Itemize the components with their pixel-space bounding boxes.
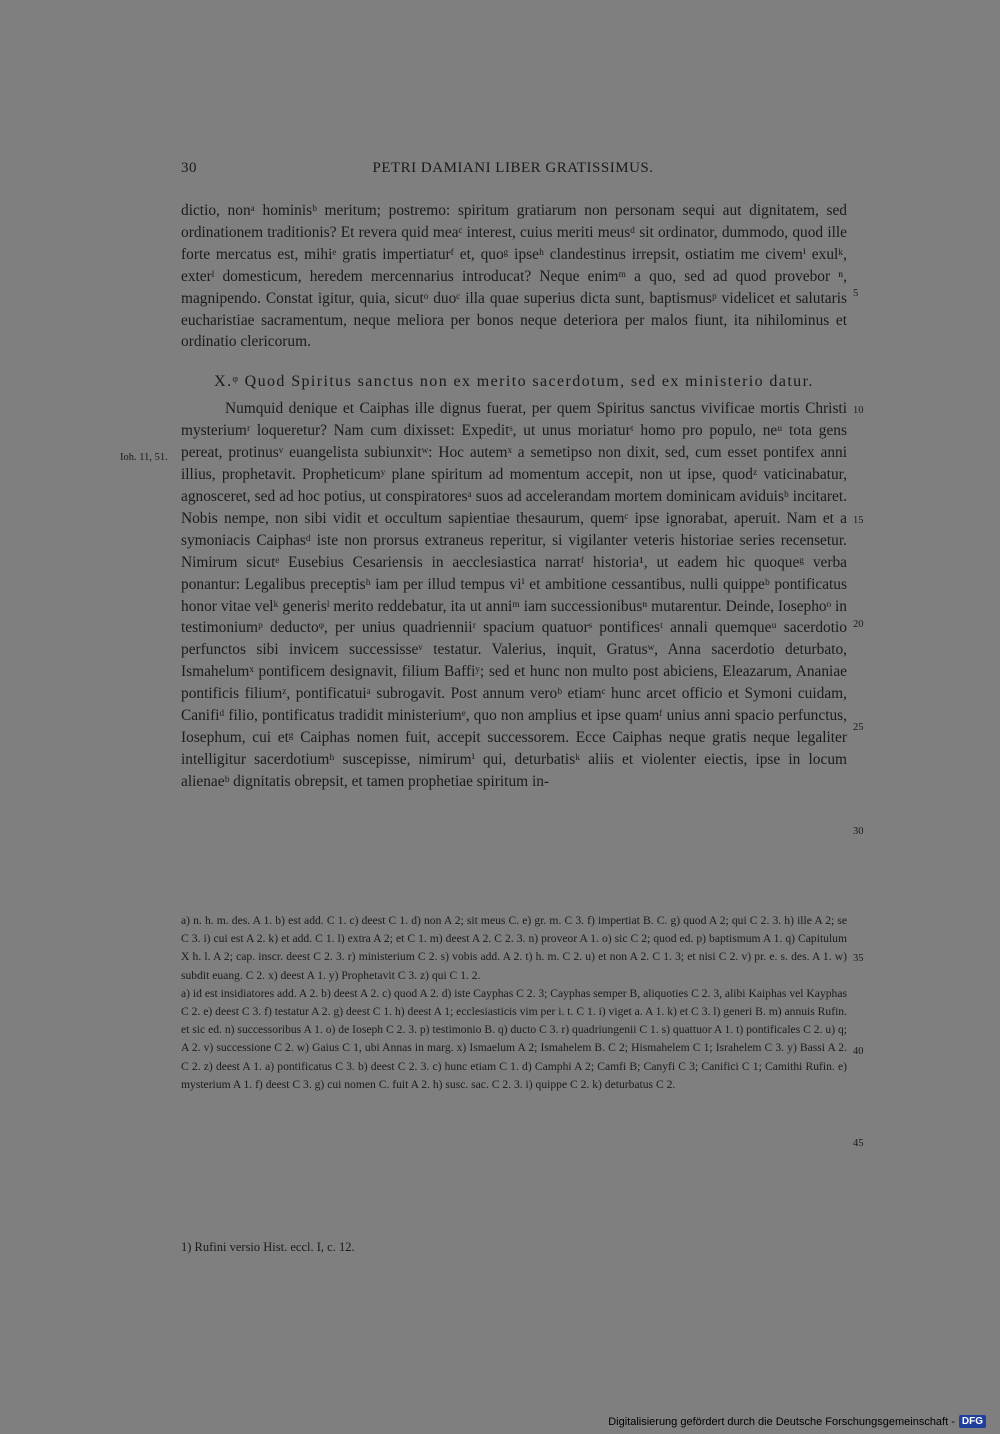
running-header	[181, 160, 845, 182]
page-number: 30	[181, 160, 197, 176]
line-number: 45	[853, 1138, 864, 1149]
footnote: 1) Rufini versio Hist. eccl. I, c. 12.	[181, 1240, 355, 1254]
line-number: 20	[853, 619, 864, 630]
critical-apparatus	[181, 912, 847, 1094]
main-text	[181, 200, 847, 793]
line-number: 15	[853, 515, 864, 526]
line-number: 25	[853, 722, 864, 733]
line-number: 10	[853, 405, 864, 416]
dfg-logo: DFG	[959, 1415, 986, 1428]
line-number: 30	[853, 826, 864, 837]
apparatus-block: a) id est insidiatores add. A 2. b) deest A 2. c) quod A 2. d) iste Cayphas C 2. 3; Cayphas semper B, aliquoties C 2. 3, alibi Kaiphas vel Kayphas C 2. e) deest C 3. f) testatur A 2. g) deest C 1. h) deest A 1; ecclesiasticis vim per i. t. C 1. i) viget a. A 1. k) et C 3. l) generi B. m) annuis Rufin. et sic ed. n) successoribus A 1. o) de Ioseph C 2. 3. p) testimonio B. q) ducto C 3. r) quadriungenii C 1. s) quattuor A 1. t) pontificales C 2. u) q; A 2. v) successione C 2. w) Gaius C 1, ubi Annas in marg. x) Ismaelum A 2; Ismahelem B. C 2; Hismahelem C 1; Israhelem C 3. y) Bassi A 2. C 2. z) deest A 1. a) pontificatus C 3. b) deest C 2. 3. c) hunc etiam C 1. d) Camphi A 2; Camfi B; Canyfi C 3; Canifici C 1; Camithi Rufin. e) mysterium A 1. f) deest C 3. g) cui nomen C. fuit A 2. h) susc. sac. C 2. 3. i) quippe C 2. k) deturbatus C 2.	[181, 986, 847, 1091]
paragraph-2: Numquid denique et Caiphas ille dignus fuerat, per quem Spiritus sanctus vivificae mortis Christi mysteriumʳ loqueretur? Nam cum dixisset: Expeditˢ, ut unus moriaturᵗ homo pro populo, neᵘ tota gens pereat, protinusᵛ euangelista subiunxitʷ: Hoc autemˣ a semetipso non dixit, sed, cum esset pontifex anni illius, prophetavit. Propheticumʸ plane spiritum ad momentum accepit, non ut ipse, quodᶻ vaticinabatur, agnosceret, sed ad hoc potius, ut conspiratoresᵃ suos ad accelerandam mortem dominicam aviduisᵇ incitaret. Nobis nempe, non sibi vidit et occultum sapientiae thesaurum, quemᶜ ipse ignorabat, aperuit. Nam et a symoniacis Caiphasᵈ iste non prorsus extraneus reperitur, si vigilanter veteris historiae series recensetur. Nimirum sicutᵉ Eusebius Cesariensis in aecclesiastica narratᶠ historia¹, ut eadem hic quoqueᵍ verba ponantur: Legalibus preceptisʰ iam per illud tempus viⁱ et ambitione cessantibus, nulli quippeᵇ pontificatus honor vitae velᵏ generisˡ merito reddebatur, ita ut anniᵐ iam successionibusⁿ mutarentur. Deinde, Iosephoᵒ in testimoniumᵖ deductoᵠ, per unius quadrienniiʳ spacium quatuorˢ pontificesᵗ annali quemqueᵘ sacerdotio perfunctos sibi invicem successisseᵛ testatur. Valerius, inquit, Gratusʷ, Anna sacerdotio deturbato, Ismahelumˣ pontificem designavit, filium Baffiʸ; sed et hunc non multo post abiciens, Eleazarum, Ananiae pontificis filiumᶻ, pontificatuiᵃ subrogavit. Post annum veroᵇ etiamᶜ hunc arcet officio et Symoni cuidam, Canifiᵈ filio, pontificatus tradidit ministeriumᵉ, quo non amplius et ipse quamᶠ unius anni spacio perfunctus, Iosephum, cui etᵍ Caiphas nomen fuit, accepit successorem. Ecce Caiphas neque gratis neque legaliter intelligitur sacerdotiumʰ suscepisse, nimirumⁱ qui, deturbatisᵏ aliis et violenter eiectis, ipse in locum alienaeᵇ dignitatis obrepsit, et tamen prophetiae spiritum in-	[181, 400, 847, 790]
digitization-credit	[608, 1415, 986, 1428]
line-number: 5	[853, 288, 859, 299]
chapter-heading: X.ᵠ Quod Spiritus sanctus non ex merito sacerdotum, sed ex ministerio datur.	[214, 373, 814, 391]
line-number: 40	[853, 1046, 864, 1057]
line-number: 35	[853, 953, 864, 964]
apparatus-block: a) n. h. m. des. A 1. b) est add. C 1. c) deest C 1. d) non A 2; sit meus C. e) gr. m. C 3. f) impertiat B. C. g) quod A 2; qui C 2. 3. h) ille A 2; se C 3. i) cui est A 2. k) et add. C 1. l) extra A 2; et C 1. m) deest A 2. C 2. 3. n) proveor A 1. o) sic C 2; quod ed. p) baptismum A 1. q) Capitulum X h. l. A 2; cap. inscr. deest C 2. 3. r) ministerium C 2. s) vobis add. A 2. t) h. m. C 2. u) et non A 2. C 1. 3; et nisi C 2. v) pr. e. s. des. A 1. w) subdit euang. C 2. x) deest A 1. y) Prophetavit C 3. z) qui C 1. 2.	[181, 914, 847, 982]
paragraph-1: dictio, nonᵃ hominisᵇ meritum; postremo: spiritum gratiarum non personam sequi aut dignitatem, sed ordinationem traditionis? Et revera quid meaᶜ interest, cuius meriti meusᵈ sit ordinator, dummodo, quod ille forte mercatus est, mihiᵉ gratis impertiaturᶠ et, quoᵍ ipseʰ clandestinus irrepsit, ostiatim me civemⁱ exulᵏ, exterˡ domesticum, heredem mercennarius introducat? Neque enimᵐ a quo, sed ad quod provebor ⁿ, magnipendo. Constat igitur, quia, sicutᵒ duoᶜ illa quae superius dicta sunt, baptismusᵖ videlicet et salutaris eucharistiae sacramentum, neque meliora per bonos neque deteriora per malos fiunt, ita nihilominus et ordinatio clericorum.	[181, 202, 847, 351]
credit-text: Digitalisierung gefördert durch die Deutsche Forschungsgemeinschaft -	[608, 1415, 955, 1428]
running-title: PETRI DAMIANI LIBER GRATISSIMUS.	[372, 160, 654, 176]
margin-reference: Ioh. 11, 51.	[120, 452, 168, 463]
